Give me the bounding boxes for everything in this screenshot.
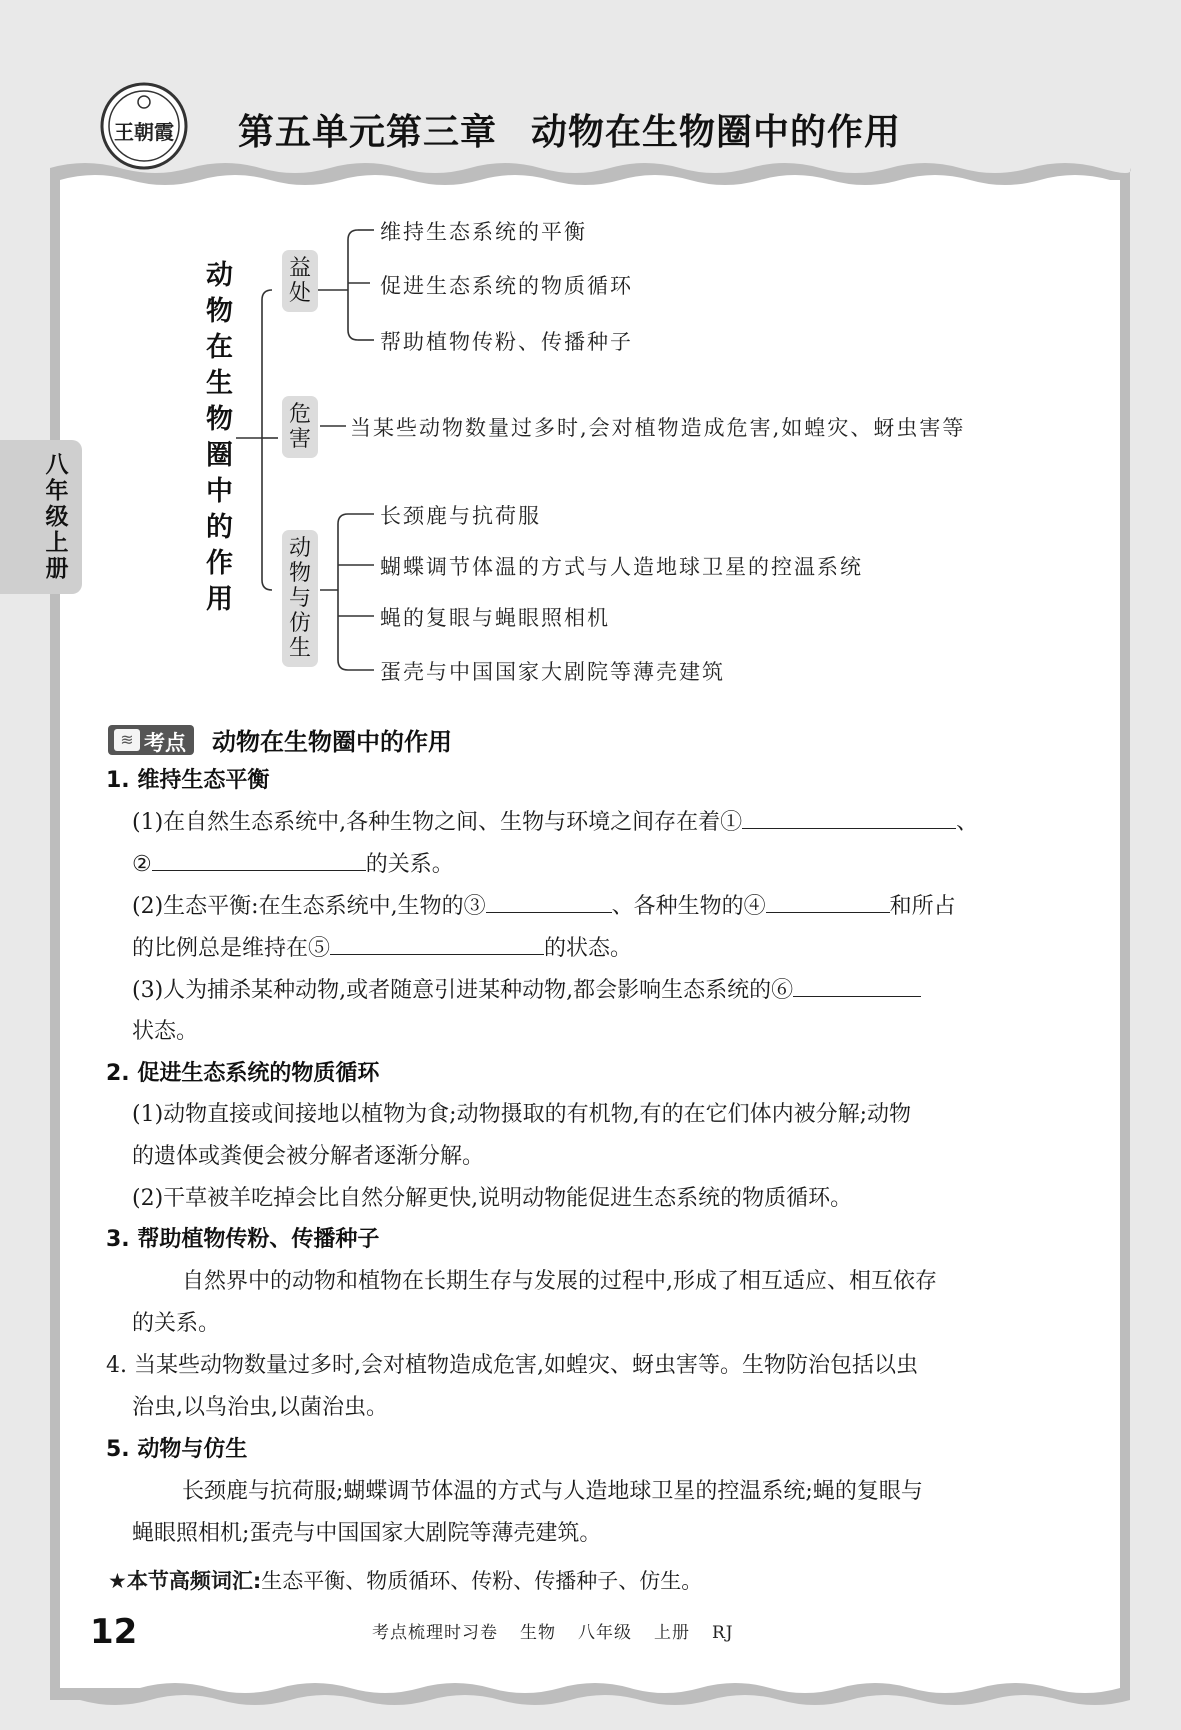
kaodian-title: 动物在生物圈中的作用 [212, 728, 452, 756]
paragraph: (3)人为捕杀某种动物,或者随意引进某种动物,都会影响生态系统的⑥ [132, 973, 921, 1004]
paragraph: 的遗体或粪便会被分解者逐渐分解。 [132, 1144, 485, 1169]
mindmap-leaf: 维持生态系统的平衡 [380, 220, 587, 244]
keywords-line [108, 1565, 702, 1595]
waves-icon: ≋ [114, 729, 140, 751]
section-heading: 1. 维持生态平衡 [106, 768, 270, 793]
mindmap-leaf: 蛋壳与中国国家大剧院等薄壳建筑 [380, 660, 725, 684]
keywords-label: ★本节高频词汇: [108, 1569, 262, 1593]
blank-6[interactable] [793, 974, 921, 997]
footer-volume: 上册 [654, 1623, 690, 1643]
title-topic: 动物在生物圈中的作用 [531, 112, 902, 153]
blank-2[interactable] [152, 848, 366, 871]
paragraph: 长颈鹿与抗荷服;蝴蝶调节体温的方式与人造地球卫星的控温系统;蝇的复眼与 [182, 1479, 923, 1504]
paragraph: 4. 当某些动物数量过多时,会对植物造成危害,如蝗灾、蚜虫害等。生物防治包括以虫 [106, 1353, 918, 1378]
mindmap-leaf: 促进生态系统的物质循环 [380, 274, 633, 298]
title-chapter: 第五单元第三章 [238, 112, 498, 153]
footer-book: 考点梳理时习卷 [372, 1623, 498, 1643]
mindmap-leaf: 蝇的复眼与蝇眼照相机 [380, 606, 610, 630]
paragraph: ② 的关系。 [132, 847, 454, 878]
page-title [238, 104, 901, 155]
side-tab-label: 八年级上册 [45, 452, 69, 582]
paragraph: (2)生态平衡:在生态系统中,生物的③ 、各种生物的④ 和所占 [132, 889, 956, 920]
mindmap-leaf: 当某些动物数量过多时,会对植物造成危害,如蝗灾、蚜虫害等 [350, 416, 966, 440]
mindmap-root: 动物在生物圈中的作用 [206, 260, 233, 615]
footer-edition: RJ [712, 1623, 734, 1643]
blank-1[interactable] [742, 806, 956, 829]
logo-text: 王朝霞 [114, 120, 174, 144]
grade-side-tab [0, 440, 82, 594]
mindmap-leaf: 长颈鹿与抗荷服 [380, 504, 541, 528]
footer-grade: 八年级 [578, 1623, 632, 1643]
blank-5[interactable] [330, 932, 544, 955]
page-footer [372, 1618, 756, 1643]
mindmap-leaf: 蝴蝶调节体温的方式与人造地球卫星的控温系统 [380, 555, 863, 579]
section-heading: 5. 动物与仿生 [106, 1437, 248, 1462]
section-heading: 2. 促进生态系统的物质循环 [106, 1061, 380, 1086]
section-heading: 3. 帮助植物传粉、传播种子 [106, 1227, 380, 1252]
blank-3[interactable] [486, 890, 612, 913]
keywords-text: 生态平衡、物质循环、传粉、传播种子、仿生。 [261, 1569, 703, 1593]
paragraph: 蝇眼照相机;蛋壳与中国国家大剧院等薄壳建筑。 [132, 1521, 602, 1546]
paragraph: (1)在自然生态系统中,各种生物之间、生物与环境之间存在着① 、 [132, 805, 978, 836]
kaodian-badge-label: 考点 [144, 731, 186, 755]
mindmap-category-harm: 危害 [282, 396, 318, 458]
paragraph: 的关系。 [132, 1311, 221, 1336]
mindmap-leaf: 帮助植物传粉、传播种子 [380, 330, 633, 354]
paragraph: 的比例总是维持在⑤ 的状态。 [132, 931, 632, 962]
paragraph: (1)动物直接或间接地以植物为食;动物摄取的有机物,有的在它们体内被分解;动物 [132, 1102, 911, 1127]
logo-seal [100, 82, 188, 170]
paragraph: (2)干草被羊吃掉会比自然分解更快,说明动物能促进生态系统的物质循环。 [132, 1186, 853, 1211]
kaodian-badge [108, 725, 194, 755]
footer-subject: 生物 [520, 1623, 556, 1643]
paragraph: 治虫,以鸟治虫,以菌治虫。 [132, 1395, 388, 1420]
mindmap-category-bionics: 动物与仿生 [282, 530, 318, 667]
paragraph: 状态。 [132, 1019, 199, 1044]
blank-4[interactable] [766, 890, 890, 913]
page-number: 12 [90, 1612, 138, 1652]
paragraph: 自然界中的动物和植物在长期生存与发展的过程中,形成了相互适应、相互依存 [182, 1269, 937, 1294]
mindmap-category-benefit: 益处 [282, 250, 318, 312]
